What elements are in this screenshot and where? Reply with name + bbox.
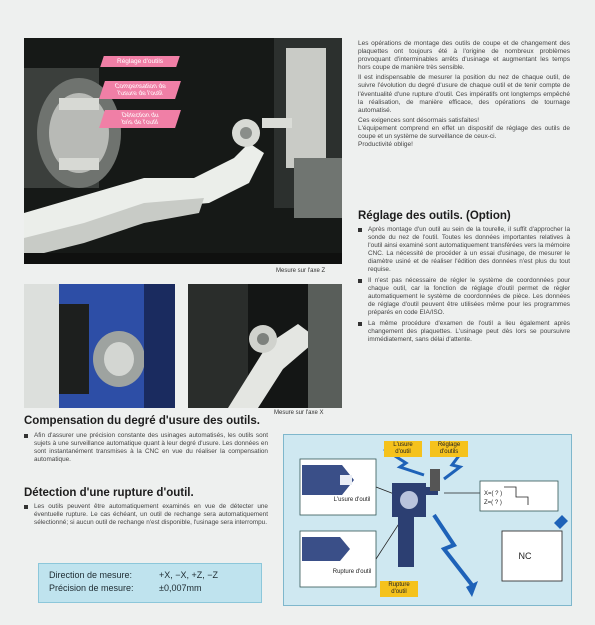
breakage-detection-bullets [24,503,268,530]
list-item: Les outils peuvent être automatiquement examinés en vue de détecter une éventuelle rupture. Le cas échéant, un outil de rechange sera automatiquement sélectionné; si aucun outil de rechange n'est disponible, l'usinage sera interrompu. [24,503,268,527]
list-item: La même procédure d'examen de l'outil a lieu également après changement des plaquettes. L'usinage peut dès lors se poursuivre immédiatement, sans délai d'attente. [358,320,570,344]
heading-wear-compensation: Compensation du degré d'usure des outils. [24,415,260,427]
label-breakage-detection-line1: Détection du [120,112,160,119]
intro-paragraph: Il est indispensable de mesurer la position du nez de chaque outil, de suivre l'évolution du degré d'usure de chaque outil et de tenir compte de l'éventualité d'une rupture d'outil. Ces impératifs ont longtemps empêché la réalisation, de manière efficace, des opérations de tournage automatisé. [358,74,570,114]
photo-tool-setter-z [24,38,342,264]
intro-text [358,40,570,151]
intro-paragraph: L'équipement comprend en effet un dispositif de réglage des outils de coupe et un système de surveillance de ceux-ci. [358,124,570,141]
direction-value: +X, −X, +Z, −Z [159,570,219,580]
diagram-drawing [284,435,571,605]
machine-illustration [24,38,342,264]
label-nc: NC [518,551,532,561]
direction-label: Direction de mesure: [49,570,133,580]
intro-paragraph: Les opérations de montage des outils de coupe et de changement des plaquettes ont toujours été à l'origine de nombreux problèmes provoquant d'interminables arrêts d'usinage et augmentant les temps hors coupe de manière très sensible. [358,40,570,72]
caption-x-axis: Mesure sur l'axe X [274,410,324,416]
chuck-illustration [24,284,175,408]
label-tool-setting: Réglage d'outils [100,56,180,67]
label-wear-side: L'usure d'outil [333,497,371,503]
heading-breakage-detection: Détection d'une rupture d'outil. [24,487,194,499]
tool-monitoring-diagram [283,434,572,606]
photo-tool-setter-x [188,284,342,408]
measurement-specs-box [38,563,262,603]
label-x-axis: X=( ? ) [484,491,503,497]
list-item: Après montage d'un outil au sein de la tourelle, il suffit d'approcher la sonde du nez de l'outil. Toutes les données importantes relatives à l'outil ainsi examiné sont automatiquement transférées vers la mémoire CNC. La nécessité de procéder à un essai d'usinage, de mesurer le diamètre usiné et de réaliser l'édition des données n'est plus du tout requise. [358,226,570,274]
tool-setting-bullets [358,226,570,347]
label-wear-compensation-line2: l'usure de l'outil [116,90,164,97]
photo-machine-chuck [24,284,175,408]
list-item: Il n'est pas nécessaire de régler le système de coordonnées pour chaque outil, car la fonction de réglage d'outil permet de régler automatiquement le système de coordonnées de pièce. Les données de réglage d'outil peuvent être utilisées même pour les programmes préparés en code EIA/ISO. [358,277,570,317]
caption-z-axis: Mesure sur l'axe Z [276,268,326,274]
probe-illustration [188,284,342,408]
intro-paragraph: Productivité oblige! [358,141,413,149]
precision-label: Précision de mesure: [49,583,134,593]
precision-value: ±0,007mm [159,583,202,593]
label-breakage-detection-line2: bris de l'outil [120,119,160,126]
intro-paragraph: Ces exigences sont désormais satisfaites! [358,116,480,124]
label-breakage-detection [99,110,181,128]
label-wear-top: L'usure d'outil [384,441,422,457]
label-breakage-side: Rupture d'outil [332,569,372,575]
label-breakage-bottom: Rupture d'outil [380,581,418,597]
label-wear-compensation [99,81,181,99]
label-setting-top: Réglage d'outils [430,441,468,457]
wear-compensation-bullets [24,432,268,467]
label-wear-compensation-line1: Compensation de [113,83,167,90]
list-item: Afin d'assurer une précision constante des usinages automatisés, les outils sont sujets à une surveillance automatique quant à leur degré d'usure. Les données en sont instantanément transmises à la CNC en vue du réaliser la compensation automatique. [24,432,268,464]
heading-tool-setting: Réglage des outils. (Option) [358,210,511,222]
label-z-axis: Z=( ? ) [484,500,502,506]
